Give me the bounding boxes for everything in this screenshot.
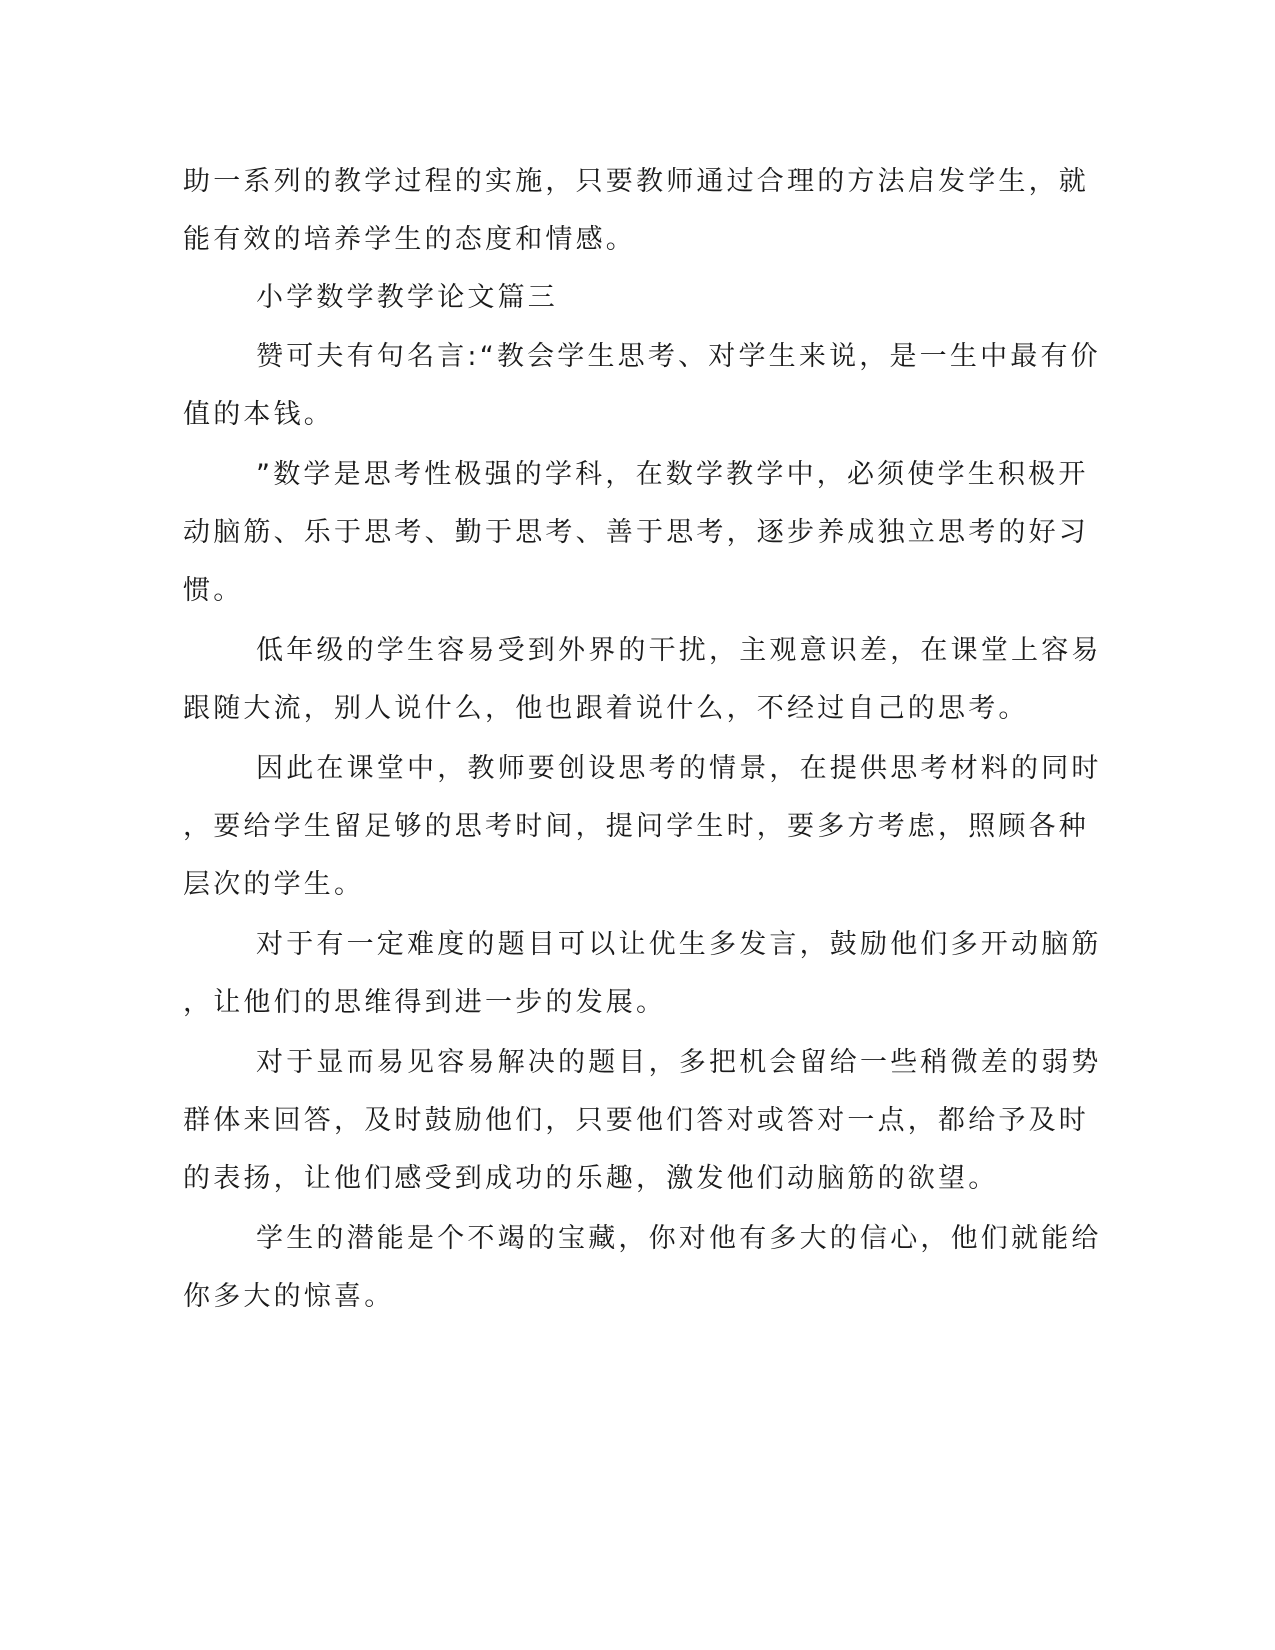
text-line: ，要给学生留足够的思考时间，提问学生时，要多方考虑，照顾各种: [183, 811, 1089, 842]
text-line: 对于显而易见容易解决的题目，多把机会留给一些稍微差的弱势: [256, 1047, 1102, 1078]
text-line: 能有效的培养学生的态度和情感。: [183, 224, 636, 255]
text-line: 因此在课堂中，教师要创设思考的情景，在提供思考材料的同时: [256, 753, 1102, 784]
text-line: 学生的潜能是个不竭的宝藏，你对他有多大的信心，他们就能给: [256, 1223, 1102, 1254]
text-line: 群体来回答，及时鼓励他们，只要他们答对或答对一点，都给予及时: [183, 1105, 1089, 1136]
text-line: ”数学是思考性极强的学科，在数学教学中，必须使学生积极开: [256, 459, 1089, 490]
text-line: 赞可夫有句名言:“教会学生思考、对学生来说，是一生中最有价: [256, 341, 1101, 372]
text-line: 的表扬，让他们感受到成功的乐趣，激发他们动脑筋的欲望。: [183, 1163, 999, 1194]
text-line: 低年级的学生容易受到外界的干扰，主观意识差，在课堂上容易: [256, 635, 1102, 666]
text-line: ，让他们的思维得到进一步的发展。: [183, 987, 667, 1018]
text-line: 惯。: [183, 575, 244, 606]
text-line: 助一系列的教学过程的实施，只要教师通过合理的方法启发学生，就: [183, 166, 1089, 197]
section-heading: 小学数学教学论文篇三: [256, 282, 558, 313]
text-line: 层次的学生。: [183, 869, 365, 900]
text-line: 你多大的惊喜。: [183, 1281, 395, 1312]
text-line: 动脑筋、乐于思考、勤于思考、善于思考，逐步养成独立思考的好习: [183, 517, 1089, 548]
text-line: 值的本钱。: [183, 399, 334, 430]
text-line: 对于有一定难度的题目可以让优生多发言，鼓励他们多开动脑筋: [256, 929, 1102, 960]
text-line: 跟随大流，别人说什么，他也跟着说什么，不经过自己的思考。: [183, 693, 1029, 724]
